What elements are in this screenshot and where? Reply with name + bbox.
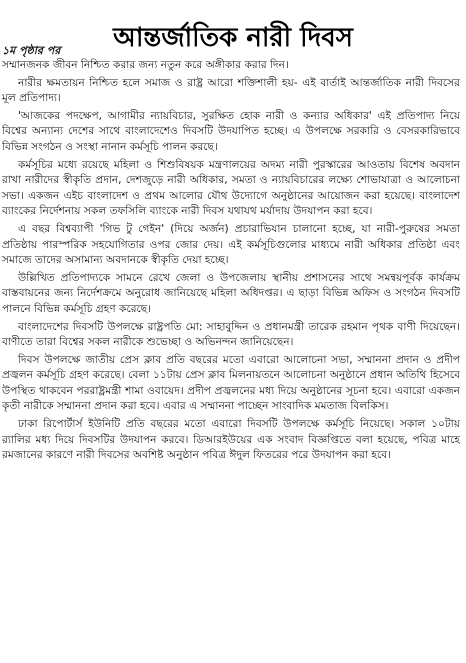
- article-headline: আন্তর্জাতিক নারী দিবস: [113, 23, 353, 54]
- article-paragraph: বাংলাদেশের দিবসটি উপলক্ষে রাষ্ট্রপতি মো: সাহাবুদ্দিন ও প্রধানমন্ত্রী তারেক রহমান পৃথক বাণী দিয়েছেন। বাণীতে তারা বিশ্বের সকল নারীকে শুভেচ্ছা ও অভিনন্দন জানিয়েছেন।: [2, 320, 460, 349]
- article-paragraph: 'আজকের পদক্ষেপ, আগামীর ন্যায়বিচার, সুরক্ষিত হোক নারী ও কন্যার অধিকার' এই প্রতিপাদ্য নিয়ে বিশ্বের অন্যান্য দেশের সাথে বাংলাদেশেও দিবসটি উদযাপিত হচ্ছে। এ উপলক্ষে সরকারি ও বেসরকারিভাবে বিভিন্ন সংগঠন ও সংস্থা নানান কর্মসূচি পালন করছে।: [2, 109, 460, 153]
- article-paragraph: সম্মানজনক জীবন নিশ্চিত করার জন্য নতুন করে অঙ্গীকার করার দিন।: [2, 59, 289, 71]
- article-paragraph: কর্মসূচির মধ্যে রয়েছে মহিলা ও শিশুবিষয়ক মন্ত্রণালয়ের অদম্য নারী পুরস্কারের আওতায় বিশেষ অবদান রাখা নারীদের স্বীকৃতি প্রদান, দেশজুড়ে নারী অধিকার, সমতা ও ন্যায়বিচারের লক্ষ্যে শোভাযাত্রা ও আলোচনা সভা। একজন এইচ বাংলাদেশ ও প্রথম আলোর যৌথ উদ্যোগে অনুষ্ঠানের আয়োজন করা হয়েছে। বাংলাদেশ ব্যাংকের নির্দেশনায় সকল তফসিলি ব্যাংকে নারী দিবস যথাযথ মর্যাদায় উদযাপন করা হবে।: [2, 158, 460, 218]
- article-paragraph: এ বছর বিশ্বব্যাপী 'গিভ টু গেইন' (দিয়ে অর্জন) প্রচারাভিযান চালানো হচ্ছে, যা নারী-পুরুষের সমতা প্রতিষ্ঠায় পারস্পরিক সহযোগিতার ওপর জোর দেয়। এই কর্মসূচিগুলোর মাধ্যমে নারী অধিকার প্রতিষ্ঠা এবং সমাজে তাদের অসামান্য অবদানকে স্বীকৃতি দেয়া হচ্ছে।: [2, 222, 460, 267]
- article-paragraph: উল্লিখিত প্রতিপাদ্যকে সামনে রেখে জেলা ও উপজেলায় স্থানীয় প্রশাসনের সাথে সমন্বয়পূর্বক কার্যক্রম বাস্তবায়নের জন্য নির্দেশক্রমে অনুরোধ জানিয়েছে মহিলা অধিদপ্তর। এ ছাড়া বিভিন্ন অফিস ও সংগঠন দিবসটি পালনে বিভিন্ন কর্মসূচি গ্রহণ করেছে।: [2, 271, 460, 315]
- article-paragraph: দিবস উপলক্ষে জাতীয় প্রেস ক্লাব প্রতি বছরের মতো এবারো আলোচনা সভা, সম্মাননা প্রদান ও প্রদীপ প্রজ্বলন কর্মসূচি গ্রহণ করেছে। বেলা ১১টায় প্রেস ক্লাব মিলনায়তনে আলোচনা অনুষ্ঠানে প্রধান অতিথি হিসেবে উপস্থিত থাকবেন পররাষ্ট্রমন্ত্রী শামা ওবায়েদ। প্রদীপ প্রজ্বলনের মধ্য দিয়ে অনুষ্ঠানের সূচনা হবে। এবারো একজন কৃতী নারীকে সম্মাননা প্রদান করা হবে। এবার এ সম্মাননা পাচ্ছেন সাংবাদিক মমতাজ বিলকিস।: [2, 353, 460, 413]
- article-paragraph: ঢাকা রিপোর্টার্স ইউনিটি প্রতি বছরের মতো এবারো দিবসটি উপলক্ষে কর্মসূচি নিয়েছে। সকাল ১০টায় র‍্যালির মধ্য দিয়ে দিবসটির উদযাপন করবে। ডিআরইউয়ের এক সংবাদ বিজ্ঞপ্তিতে বলা হয়েছে, পবিত্র মাহে রমজানের কারণে নারী দিবসের অবশিষ্ট অনুষ্ঠান পবিত্র ঈদুল ফিতরের পরে উদযাপন করা হবে।: [2, 418, 460, 462]
- article-paragraph: নারীর ক্ষমতায়ন নিশ্চিত হলে সমাজ ও রাষ্ট্র আরো শক্তিশালী হয়- এই বার্তাই আন্তর্জাতিক নারী দিবসের মূল প্রতিপাদ্য।: [2, 76, 460, 105]
- article-body: [2, 44, 460, 661]
- continued-from-label: ১ম পৃষ্ঠার পর: [2, 44, 61, 57]
